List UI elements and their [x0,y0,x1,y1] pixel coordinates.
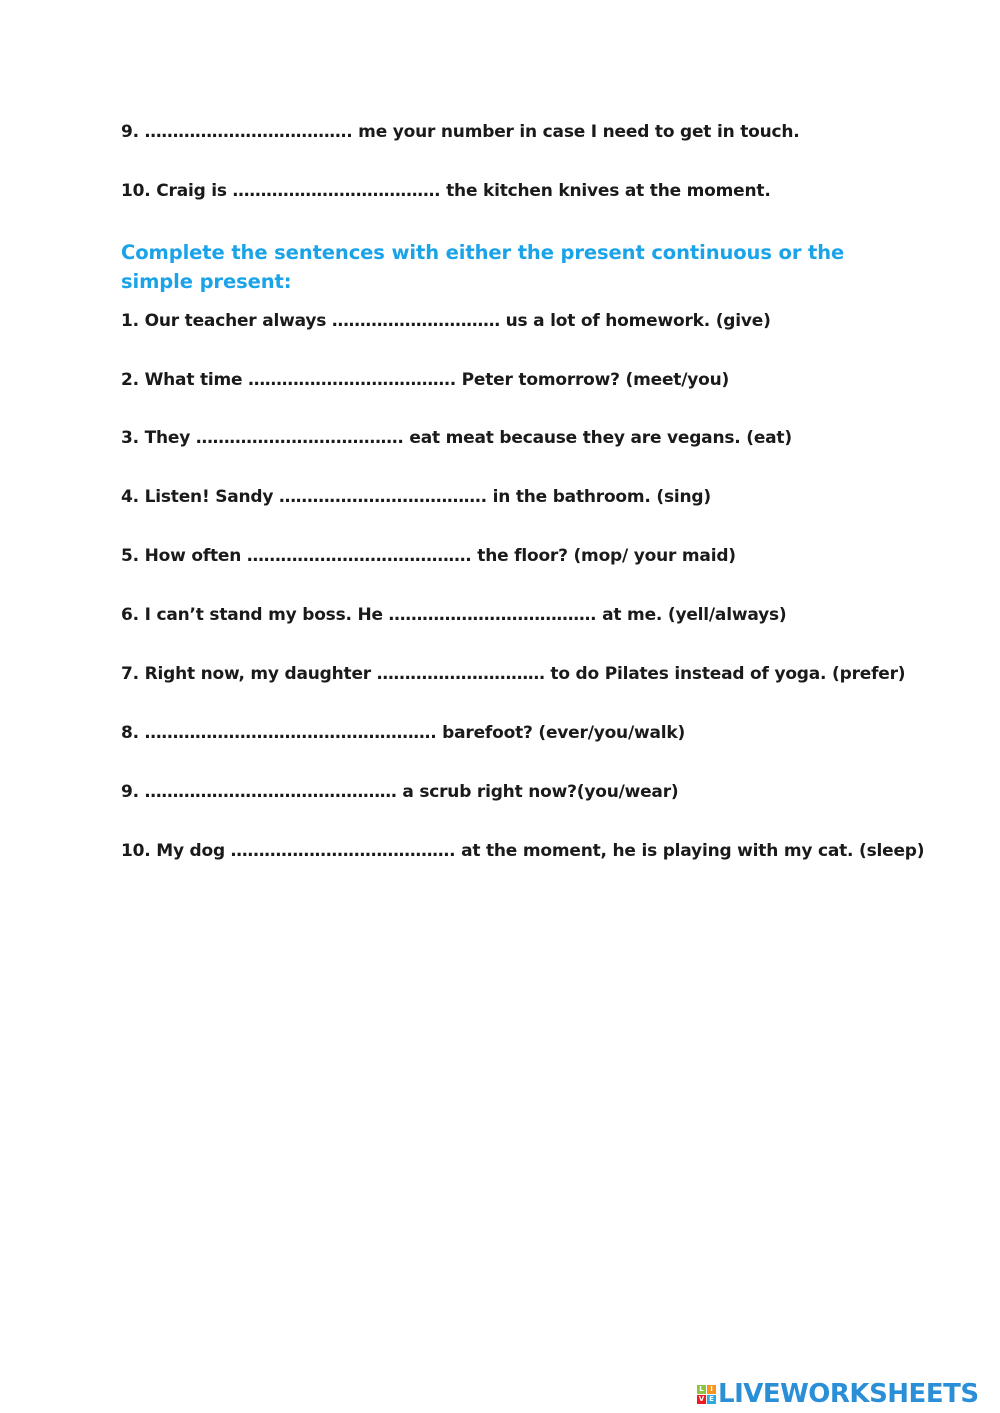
logo-text: LIVEWORKSHEETS [718,1379,979,1409]
exercise-item-2: 2. What time ………………………………. Peter tomorrow? (meet/you) [121,370,730,390]
exercise-item-4: 4. Listen! Sandy ………………………………. in the bathroom. (sing) [121,487,711,507]
logo-block: E [707,1395,716,1404]
logo-block: L [697,1385,706,1394]
exercise-item-5: 5. How often …………………………………. the floor? (mop/ your maid) [121,546,736,566]
exercise-item-7: 7. Right now, my daughter ………………………… to do Pilates instead of yoga. (prefer) [121,664,906,684]
logo-block: I [707,1385,716,1394]
exercise-item-1: 1. Our teacher always ………………………… us a lot of homework. (give) [121,311,771,331]
liveworksheets-logo [697,1379,979,1409]
exercise-item-9: 9. ……………………………………… a scrub right now?(you/wear) [121,782,679,802]
logo-blocks-icon [697,1385,716,1404]
logo-block: V [698,1394,705,1403]
exercise-item-8: 8. ……………………………………………. barefoot? (ever/you/walk) [121,723,686,743]
exercise-instruction: Complete the sentences with either the present continuous or the simple present: [121,241,845,293]
exercise-item-3: 3. They ………………………………. eat meat because they are vegans. (eat) [121,428,792,448]
exercise-item-10: 10. My dog …………………………………. at the moment, he is playing with my cat. (sleep) [121,841,925,861]
prev-item-10: 10. Craig is ………………………………. the kitchen knives at the moment. [121,181,771,201]
prev-item-9: 9. ………………………………. me your number in case I need to get in touch. [121,122,800,142]
exercise-item-6: 6. I can’t stand my boss. He ………………………………. at me. (yell/always) [121,605,787,625]
